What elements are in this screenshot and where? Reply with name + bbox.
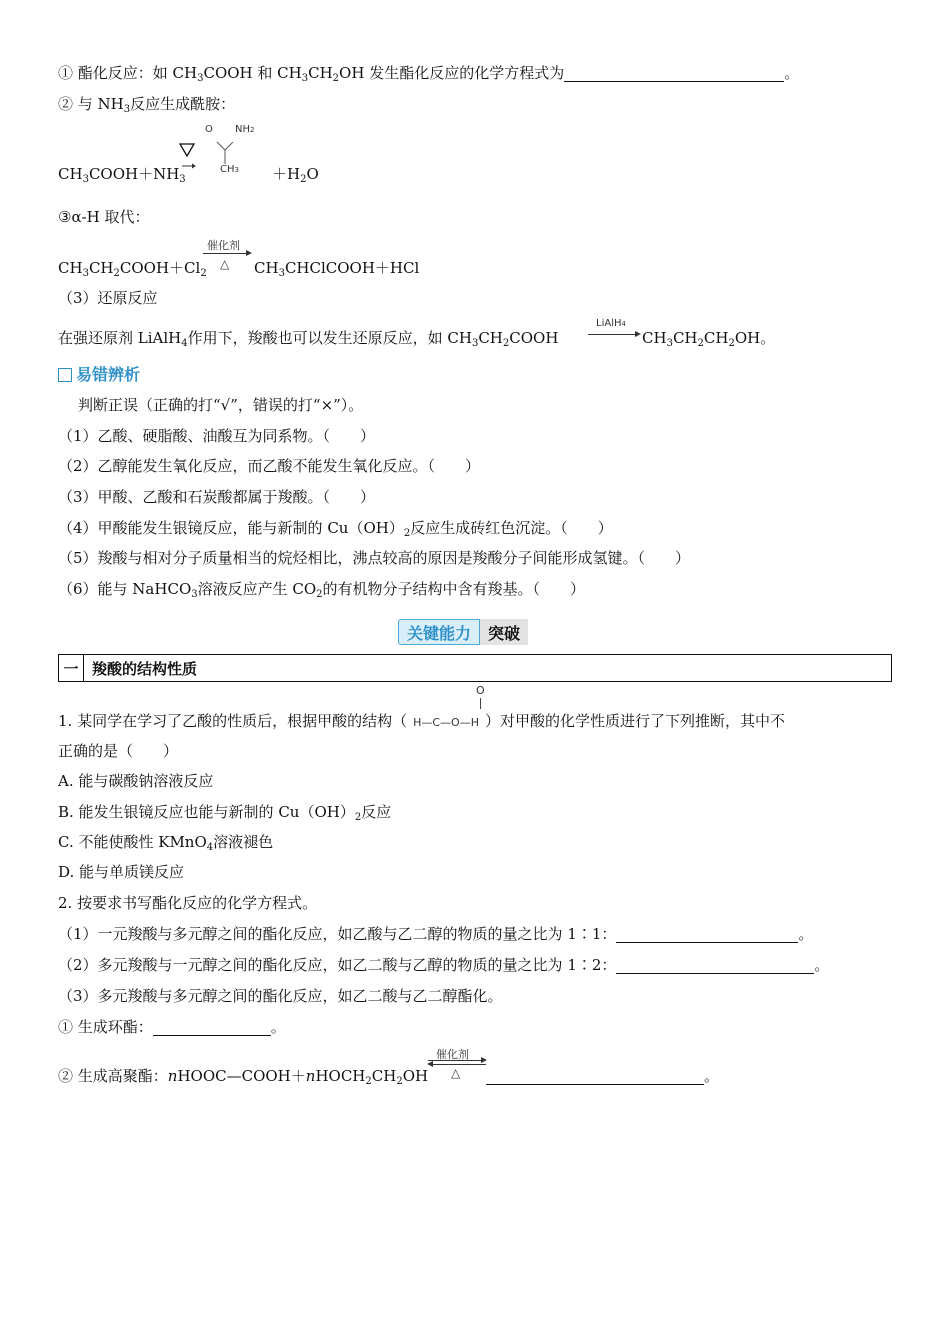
text: O bbox=[306, 165, 319, 183]
pitfall-item: （1）乙酸、硬脂酸、油酸互为同系物。（ ） bbox=[58, 427, 376, 445]
text: CH bbox=[371, 1067, 397, 1085]
formic-struct-oxygen: O bbox=[476, 684, 485, 697]
italic-n: n bbox=[305, 1067, 316, 1085]
text: CH bbox=[58, 165, 83, 183]
text: OH 发生酯化反应的化学方程式为 bbox=[339, 64, 565, 82]
text: COOH bbox=[509, 329, 559, 347]
text: LiAlH bbox=[596, 318, 622, 329]
double-bond-line bbox=[480, 698, 481, 709]
pitfalls-instruction: 判断正误（正确的打“√”，错误的打“×”）。 bbox=[78, 396, 364, 414]
struct-ch3 bbox=[220, 164, 239, 175]
answer-blank[interactable] bbox=[616, 957, 814, 974]
subscript: 3 bbox=[197, 73, 204, 84]
option-d: D. 能与单质镁反应 bbox=[58, 863, 185, 881]
text: HOOC—COOH＋ bbox=[177, 1067, 306, 1085]
subscript: 2 bbox=[300, 174, 307, 185]
answer-blank[interactable] bbox=[616, 926, 798, 943]
subscript: 3 bbox=[666, 338, 673, 349]
subscript: 3 bbox=[82, 174, 89, 185]
text: CHClCOOH＋HCl bbox=[284, 259, 420, 277]
q2-part3: （3）多元羧酸与多元醇之间的酯化反应，如乙二酸与乙二醇酯化。 bbox=[58, 987, 503, 1005]
reduction-product bbox=[642, 327, 775, 355]
heat-label: △ bbox=[220, 257, 230, 271]
text: OH bbox=[402, 1067, 429, 1085]
text: 反应 bbox=[361, 803, 392, 821]
text: CH bbox=[308, 64, 333, 82]
q1-stem-cont: 正确的是（ ） bbox=[58, 742, 179, 760]
amide-heading bbox=[58, 93, 235, 121]
text: C. 不能使酸性 KMnO bbox=[58, 833, 207, 851]
struct-nh2 bbox=[235, 124, 254, 135]
subscript: 2 bbox=[728, 338, 735, 349]
heading-text: 易错辨析 bbox=[76, 365, 141, 384]
text: ① 生成环酯： bbox=[58, 1018, 153, 1036]
subscript: 2 bbox=[697, 338, 704, 349]
text: B. 能发生银镜反应也能与新制的 Cu（OH） bbox=[58, 803, 355, 821]
subscript: 2 bbox=[354, 812, 362, 823]
subscript: 3 bbox=[82, 268, 89, 279]
arrowhead-icon bbox=[481, 1057, 487, 1063]
text: 。 bbox=[784, 64, 800, 82]
text: CH bbox=[672, 329, 698, 347]
formic-acid-structure: H—C—O—H bbox=[413, 716, 479, 729]
text: CH bbox=[254, 259, 279, 277]
pitfall-item: （2）乙醇能发生氧化反应，而乙酸不能发生氧化反应。（ ） bbox=[58, 457, 481, 475]
arrowhead-icon bbox=[246, 250, 252, 256]
text: 反应生成砖红色沉淀。（ ） bbox=[410, 519, 613, 537]
text: ② 与 NH bbox=[58, 95, 124, 113]
text: 作用下，羧酸也可以发生还原反应，如 CH bbox=[187, 329, 472, 347]
q1-stem bbox=[58, 710, 785, 734]
text: 1. 某同学在学习了乙酸的性质后，根据甲酸的结构（ bbox=[58, 712, 408, 730]
heat-label: △ bbox=[451, 1066, 461, 1080]
subscript: 3 bbox=[471, 338, 479, 349]
pitfall-item: （5）羧酸与相对分子质量相当的烷烃相比，沸点较高的原因是羧酸分子间能形成氢键。（ ） bbox=[58, 549, 691, 567]
text: 溶液反应产生 CO bbox=[197, 580, 317, 598]
pitfall-item: （3）甲酸、乙酸和石炭酸都属于羧酸。（ ） bbox=[58, 488, 376, 506]
subscript: 2 bbox=[396, 1076, 403, 1087]
text: 的有机物分子结构中含有羧基。（ ） bbox=[322, 580, 586, 598]
text: ＋H bbox=[272, 165, 301, 183]
arrow-icon bbox=[588, 334, 636, 335]
subscript: 3 bbox=[191, 589, 198, 600]
subscript: 4 bbox=[181, 338, 188, 349]
esterification-line bbox=[58, 62, 799, 90]
amide-equation-lhs bbox=[58, 163, 186, 191]
text: 。 bbox=[814, 956, 830, 974]
banner-left-text: 关键能力 bbox=[398, 619, 480, 645]
text: （2）多元羧酸与一元醇之间的酯化反应，如乙二酸与乙醇的物质的量之比为 1∶2： bbox=[58, 956, 617, 974]
answer-blank[interactable] bbox=[486, 1068, 704, 1085]
checkbox-icon bbox=[58, 368, 72, 382]
reversible-arrow-top bbox=[428, 1060, 482, 1061]
text: 。 bbox=[270, 1018, 286, 1036]
subscript: 3 bbox=[278, 268, 285, 279]
text: COOH 和 CH bbox=[203, 64, 302, 82]
option-b bbox=[58, 801, 391, 829]
arrowhead-icon bbox=[635, 331, 641, 337]
catalyst-label: 催化剂 bbox=[207, 239, 240, 252]
text: CH bbox=[642, 329, 667, 347]
q2-part2 bbox=[58, 954, 829, 976]
alpha-h-heading: ③α-H 取代： bbox=[58, 208, 150, 226]
text: CH bbox=[58, 259, 83, 277]
subscript: 3 bbox=[179, 174, 186, 185]
pitfall-item bbox=[58, 578, 585, 606]
text: OH。 bbox=[734, 329, 776, 347]
option-c bbox=[58, 831, 273, 859]
arrow-icon bbox=[203, 253, 247, 254]
subscript: 4 bbox=[206, 842, 214, 853]
option-a: A. 能与碳酸钠溶液反应 bbox=[58, 772, 214, 790]
text: 。 bbox=[798, 925, 814, 943]
subscript: 4 bbox=[621, 320, 626, 328]
subscript: 3 bbox=[301, 73, 309, 84]
amide-equation-rhs bbox=[272, 163, 319, 191]
text: CH bbox=[478, 329, 503, 347]
polyester-answer bbox=[486, 1065, 719, 1087]
alpha-h-lhs bbox=[58, 257, 207, 285]
text: 在强还原剂 LiAlH bbox=[58, 329, 182, 347]
section-number: 一 bbox=[59, 655, 84, 681]
heat-triangle-icon bbox=[180, 144, 194, 156]
section-header bbox=[58, 654, 892, 682]
text: COOH＋NH bbox=[88, 165, 180, 183]
answer-blank[interactable] bbox=[153, 1019, 271, 1036]
text: ② 生成高聚酯： bbox=[58, 1067, 168, 1085]
italic-n: n bbox=[167, 1067, 178, 1085]
pitfalls-heading bbox=[58, 364, 140, 386]
subscript: 2 bbox=[403, 528, 411, 539]
text: ）对甲酸的化学性质进行了下列推断，其中不 bbox=[484, 712, 785, 730]
text: CH bbox=[703, 329, 729, 347]
pitfall-item bbox=[58, 517, 613, 545]
alpha-h-rhs bbox=[254, 257, 419, 285]
q2-stem: 2. 按要求书写酯化反应的化学方程式。 bbox=[58, 894, 318, 912]
subscript: 3 bbox=[123, 104, 131, 115]
subscript: 2 bbox=[332, 73, 340, 84]
text: COOH＋Cl bbox=[119, 259, 201, 277]
text: ① 酯化反应：如 CH bbox=[58, 64, 198, 82]
answer-blank[interactable] bbox=[564, 65, 784, 82]
arrowhead-icon bbox=[192, 164, 196, 169]
text: CH bbox=[220, 164, 235, 175]
subscript: 2 bbox=[365, 1076, 372, 1087]
text: NH bbox=[235, 124, 250, 135]
bond-line bbox=[217, 142, 225, 150]
subscript: 2 bbox=[250, 126, 255, 134]
text: CH bbox=[88, 259, 114, 277]
subscript: 2 bbox=[113, 268, 120, 279]
bond-line bbox=[225, 142, 233, 150]
banner-right-text: 突破 bbox=[480, 619, 528, 645]
section-title: 羧酸的结构性质 bbox=[92, 659, 198, 678]
subscript: 2 bbox=[200, 268, 207, 279]
struct-oxygen: O bbox=[205, 124, 213, 135]
reduction-text bbox=[58, 327, 558, 355]
catalyst-label: 催化剂 bbox=[436, 1048, 469, 1061]
polyester-line bbox=[58, 1065, 428, 1093]
text: （1）一元羧酸与多元醇之间的酯化反应，如乙酸与乙二醇的物质的量之比为 1∶1： bbox=[58, 925, 617, 943]
ring-ester-line bbox=[58, 1016, 286, 1038]
text: 溶液褪色 bbox=[213, 833, 274, 851]
subscript: 3 bbox=[234, 166, 239, 174]
reduction-heading: （3）还原反应 bbox=[58, 289, 158, 307]
reagent-label bbox=[596, 318, 626, 329]
q2-part1 bbox=[58, 923, 813, 945]
text: 反应生成酰胺： bbox=[130, 95, 236, 113]
reversible-arrow-bottom bbox=[432, 1064, 486, 1065]
subscript: 2 bbox=[316, 589, 323, 600]
key-ability-banner bbox=[398, 619, 528, 645]
text: （6）能与 NaHCO bbox=[58, 580, 192, 598]
text: HOCH bbox=[315, 1067, 366, 1085]
text: （4）甲酸能发生银镜反应，能与新制的 Cu（OH） bbox=[58, 519, 404, 537]
subscript: 2 bbox=[502, 338, 510, 349]
text: 。 bbox=[704, 1067, 720, 1085]
